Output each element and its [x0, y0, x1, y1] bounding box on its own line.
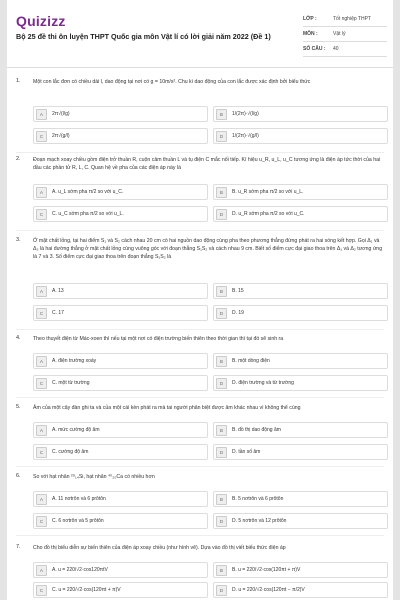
option-text: C. 6 nơtrôn và 5 prôtôn: [52, 518, 104, 524]
header-divider: [7, 67, 393, 68]
question-text: Theo thuyết điện từ Mác-xoen thì nếu tại một nơi có điện trường biến thiên theo thời gian thì tại đó sẽ sinh ra: [33, 336, 284, 342]
option-text: B. đồ thị dao động âm: [232, 427, 281, 433]
option-letter: A: [36, 425, 47, 436]
option-text: 2π√(l/g): [52, 111, 70, 117]
option-text: C. u_C sớm pha π/2 so với u_L.: [52, 211, 124, 217]
option-letter: C: [36, 447, 47, 458]
option-a[interactable]: [33, 422, 208, 438]
meta-row-class: [303, 12, 387, 27]
meta-table: [303, 12, 387, 57]
question-text: Âm của một cây đàn ghi ta và của một cái kèn phát ra mà tai người phân biệt được âm khác nhau vì không thể cùng: [33, 405, 301, 411]
option-text: A. 13: [52, 288, 64, 294]
option-letter: C: [36, 516, 47, 527]
option-letter: D: [216, 378, 227, 389]
option-letter: B: [216, 356, 227, 367]
meta-key: SỐ CÂU :: [303, 46, 326, 52]
option-b[interactable]: [213, 562, 388, 578]
option-text: D. u = 220/√2·cos(120πt − π/2)V: [232, 587, 305, 593]
option-d[interactable]: [213, 513, 388, 529]
option-text: A. u_L sớm pha π/2 so với u_C.: [52, 189, 124, 195]
option-text: D. u_R sớm pha π/2 so với u_C.: [232, 211, 305, 217]
option-letter: A: [36, 565, 47, 576]
quizizz-logo: Quizizz: [16, 13, 66, 29]
option-a[interactable]: [33, 106, 208, 122]
question-number: 7.: [16, 544, 21, 550]
question-divider: [16, 230, 384, 231]
question-number: 2.: [16, 156, 21, 162]
option-d[interactable]: [213, 206, 388, 222]
option-text: A. u = 220/√2·cos120πtV: [52, 567, 108, 573]
option-text: D. 5 nơtrôn và 12 prôtôn: [232, 518, 287, 524]
option-letter: A: [36, 187, 47, 198]
option-text: 1/(2π)·√(l/g): [232, 111, 259, 117]
option-letter: A: [36, 286, 47, 297]
option-text: D. điện trường và từ trường: [232, 380, 294, 386]
question-number: 5.: [16, 404, 21, 410]
option-d[interactable]: [213, 305, 388, 321]
option-c[interactable]: [33, 305, 208, 321]
meta-key: MÔN :: [303, 31, 318, 37]
question-divider: [16, 535, 384, 536]
question-text: Đoạn mạch xoay chiều gồm điện trở thuần R, cuộn cảm thuần L và tụ điện C mắc nối tiếp. Kí hiệu u_R, u_L, u_C tương ứng là điện áp tức thời của hai đầu các phần tử R, L, C. Quan hệ về pha của các điện áp này là: [33, 157, 381, 171]
option-text: D. 19: [232, 310, 244, 316]
meta-value: 40: [333, 46, 339, 52]
question-divider: [16, 152, 384, 153]
question-text: Cho đồ thị biểu diễn sự biến thiên của điện áp xoay chiều (như hình vẽ). Dựa vào đồ thị viết biểu thức điện áp: [33, 545, 286, 551]
option-letter: C: [36, 131, 47, 142]
option-text: A. 11 nơtrôn và 6 prôtôn: [52, 496, 106, 502]
question-text: So với hạt nhân ²⁹₁₄Si, hạt nhân ⁴⁰₂₀Ca có nhiều hơn: [33, 474, 155, 480]
option-c[interactable]: [33, 128, 208, 144]
option-text: C. một từ trường: [52, 380, 90, 386]
option-c[interactable]: [33, 582, 208, 598]
option-letter: B: [216, 109, 227, 120]
option-text: D. tần số âm: [232, 449, 261, 455]
option-a[interactable]: [33, 184, 208, 200]
option-a[interactable]: [33, 562, 208, 578]
option-letter: B: [216, 286, 227, 297]
option-letter: D: [216, 447, 227, 458]
option-c[interactable]: [33, 444, 208, 460]
option-letter: C: [36, 209, 47, 220]
meta-key: LỚP :: [303, 16, 317, 22]
option-letter: B: [216, 187, 227, 198]
option-text: C. cường độ âm: [52, 449, 89, 455]
option-letter: D: [216, 308, 227, 319]
option-b[interactable]: [213, 283, 388, 299]
question-number: 6.: [16, 473, 21, 479]
option-c[interactable]: [33, 206, 208, 222]
option-a[interactable]: [33, 491, 208, 507]
option-text: 1/(2π)·√(g/l): [232, 133, 259, 139]
option-b[interactable]: [213, 422, 388, 438]
option-d[interactable]: [213, 582, 388, 598]
question-text: Ở mặt chất lỏng, tại hai điểm S₁ và S₂ cách nhau 20 cm có hai nguồn dao động cùng pha theo phương thẳng đứng phát ra hai sóng kết hợp. Gọi Δ₁ và Δ₂ là hai đường thẳng ở mặt chất lỏng cùng vuông góc với đoạn thẳng S₁S₂ và cách nhau 9 cm. Biết số điểm cực đại giao thoa trên Δ₁ và Δ₂ tương ứng là 7 và 3. Số điểm cực đại giao thoa trên đoạn thẳng S₁S₂ là: [33, 238, 383, 260]
option-text: C. u = 220/√2·cos(120πt + π)V: [52, 587, 121, 593]
option-c[interactable]: [33, 375, 208, 391]
option-text: B. 5 nơtrôn và 6 prôtôn: [232, 496, 284, 502]
option-text: C. 17: [52, 310, 64, 316]
option-b[interactable]: [213, 491, 388, 507]
option-letter: C: [36, 585, 47, 596]
option-text: A. mức cường độ âm: [52, 427, 100, 433]
question-divider: [16, 466, 384, 467]
option-letter: D: [216, 209, 227, 220]
option-text: A. điện trường xoáy: [52, 358, 97, 364]
question-number: 1.: [16, 78, 21, 84]
option-d[interactable]: [213, 128, 388, 144]
option-b[interactable]: [213, 106, 388, 122]
option-letter: A: [36, 494, 47, 505]
option-b[interactable]: [213, 184, 388, 200]
question-number: 4.: [16, 335, 21, 341]
option-text: B. u = 220/√2·cos(120πt + π)V: [232, 567, 301, 573]
option-letter: B: [216, 565, 227, 576]
question-number: 3.: [16, 237, 21, 243]
option-letter: B: [216, 425, 227, 436]
question-divider: [16, 397, 384, 398]
meta-value: Tốt nghiệp THPT: [333, 16, 371, 22]
page-title: Bộ 25 đề thi ôn luyện THPT Quốc gia môn Vật lí có lời giải năm 2022 (Đề 1): [16, 32, 271, 41]
question-text: Một con lắc đơn có chiều dài l, dao động tại nơi có g = 10m/s². Chu kì dao động của con lắc được xác định bởi biểu thức: [33, 79, 311, 85]
worksheet-page: [7, 0, 393, 600]
option-letter: C: [36, 308, 47, 319]
option-letter: A: [36, 356, 47, 367]
option-a[interactable]: [33, 283, 208, 299]
option-c[interactable]: [33, 513, 208, 529]
option-text: B. 15: [232, 288, 244, 294]
meta-row-count: [303, 42, 387, 57]
option-letter: D: [216, 131, 227, 142]
option-text: B. u_R sớm pha π/2 so với u_L.: [232, 189, 304, 195]
question-divider: [16, 329, 384, 330]
option-d[interactable]: [213, 444, 388, 460]
option-d[interactable]: [213, 375, 388, 391]
option-letter: A: [36, 109, 47, 120]
meta-row-subject: [303, 27, 387, 42]
option-letter: C: [36, 378, 47, 389]
meta-value: Vật lý: [333, 31, 346, 37]
option-text: 2π√(g/l): [52, 133, 70, 139]
option-letter: D: [216, 516, 227, 527]
option-letter: B: [216, 494, 227, 505]
option-letter: D: [216, 585, 227, 596]
option-text: B. một dòng điện: [232, 358, 270, 364]
option-b[interactable]: [213, 353, 388, 369]
option-a[interactable]: [33, 353, 208, 369]
